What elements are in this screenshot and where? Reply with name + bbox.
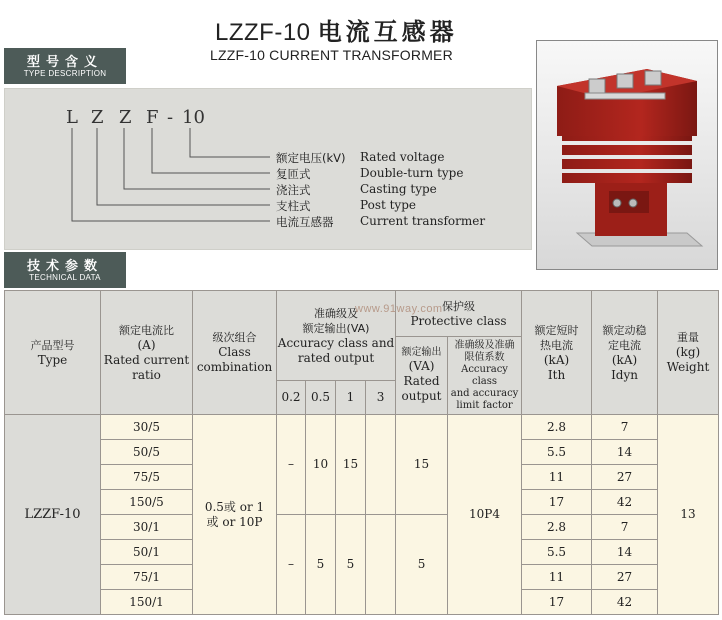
page-subtitle: LZZF-10 CURRENT TRANSFORMER <box>210 47 453 63</box>
technical-data-cn: 技术参数 <box>26 259 103 274</box>
g1-acc-1: 15 <box>336 415 366 515</box>
ith-cell: 17 <box>522 590 592 615</box>
header-acc-3: 3 <box>366 381 396 415</box>
type-meaning-double-turn-en: Double-turn type <box>360 166 464 180</box>
product-photo <box>536 40 718 270</box>
header-prot-output: 额定输出 (VA) Rated output <box>396 337 448 415</box>
model-cell: LZZF-10 <box>5 415 101 615</box>
type-meaning-post-en: Post type <box>360 198 416 212</box>
watermark: www.91way.com <box>355 303 443 315</box>
g1-acc-0-2: – <box>277 415 306 515</box>
code-voltage: 10 <box>182 107 205 128</box>
header-idyn: 额定动稳 定电流 (kA) Idyn <box>592 291 658 415</box>
header-ratio: 额定电流比 (A) Rated current ratio <box>101 291 193 415</box>
ratio-cell: 30/5 <box>101 415 193 440</box>
current-transformer-illustration <box>537 41 717 269</box>
idyn-cell: 42 <box>592 490 658 515</box>
prot-limit-cell: 10P4 <box>448 415 522 615</box>
header-acc-0-5: 0.5 <box>306 381 336 415</box>
code-letter-f: F <box>146 107 159 128</box>
type-description-en: TYPE DESCRIPTION <box>23 69 107 78</box>
idyn-cell: 27 <box>592 465 658 490</box>
ratio-cell: 75/5 <box>101 465 193 490</box>
header-prot-limit: 准确级及准确 限值系数 Accuracy class and accuracy limit factor <box>448 337 522 415</box>
ratio-cell: 30/1 <box>101 515 193 540</box>
g2-prot-output: 5 <box>396 515 448 615</box>
weight-cell: 13 <box>658 415 719 615</box>
g2-acc-3 <box>366 515 396 615</box>
header-acc-0-2: 0.2 <box>277 381 306 415</box>
idyn-cell: 14 <box>592 540 658 565</box>
idyn-cell: 27 <box>592 565 658 590</box>
type-meaning-ct-en: Current transformer <box>360 214 486 228</box>
ratio-cell: 75/1 <box>101 565 193 590</box>
idyn-cell: 42 <box>592 590 658 615</box>
ith-cell: 2.8 <box>522 515 592 540</box>
code-letter-z1: Z <box>91 107 104 128</box>
header-acc-1: 1 <box>336 381 366 415</box>
ith-cell: 11 <box>522 465 592 490</box>
ratio-cell: 50/1 <box>101 540 193 565</box>
g1-acc-3 <box>366 415 396 515</box>
title-cn: 电流互感器 <box>317 18 458 46</box>
type-meaning-voltage: 额定电压(kV) <box>276 151 346 165</box>
model-title: LZZF-10 <box>215 19 311 46</box>
combination-cell: 0.5或 or 1 或 or 10P <box>193 415 277 615</box>
technical-data-badge <box>4 252 126 288</box>
idyn-cell: 7 <box>592 515 658 540</box>
ratio-cell: 150/1 <box>101 590 193 615</box>
header-ith: 额定短时 热电流 (kA) Ith <box>522 291 592 415</box>
type-meaning-voltage-en: Rated voltage <box>360 150 445 164</box>
ith-cell: 5.5 <box>522 540 592 565</box>
type-description-cn: 型号含义 <box>26 55 103 70</box>
type-meaning-casting-en: Casting type <box>360 182 437 196</box>
idyn-cell: 14 <box>592 440 658 465</box>
ith-cell: 11 <box>522 565 592 590</box>
type-meaning-casting: 浇注式 <box>276 183 311 197</box>
header-protective: 保护级 Protective class <box>396 291 522 337</box>
ith-cell: 17 <box>522 490 592 515</box>
g1-prot-output: 15 <box>396 415 448 515</box>
header-combination: 级次组合 Class combination <box>193 291 277 415</box>
technical-data-table <box>4 290 719 615</box>
idyn-cell: 7 <box>592 415 658 440</box>
ith-cell: 2.8 <box>522 415 592 440</box>
ratio-cell: 50/5 <box>101 440 193 465</box>
type-meaning-double-turn: 复匝式 <box>276 167 311 181</box>
code-dash: - <box>167 107 174 128</box>
code-letter-l: L <box>66 107 78 128</box>
g1-acc-0-5: 10 <box>306 415 336 515</box>
code-letter-z2: Z <box>119 107 132 128</box>
ratio-cell: 150/5 <box>101 490 193 515</box>
type-meaning-ct: 电流互感器 <box>276 215 334 229</box>
type-meaning-post: 支柱式 <box>276 199 311 213</box>
header-type: 产品型号 Type <box>5 291 101 415</box>
header-accuracy: 准确级及 额定输出(VA) Accuracy class and rated output <box>277 291 396 381</box>
g2-acc-0-2: – <box>277 515 306 615</box>
g2-acc-0-5: 5 <box>306 515 336 615</box>
ith-cell: 5.5 <box>522 440 592 465</box>
g2-acc-1: 5 <box>336 515 366 615</box>
technical-data-en: TECHNICAL DATA <box>29 273 101 282</box>
header-weight: 重量 (kg) Weight <box>658 291 719 415</box>
